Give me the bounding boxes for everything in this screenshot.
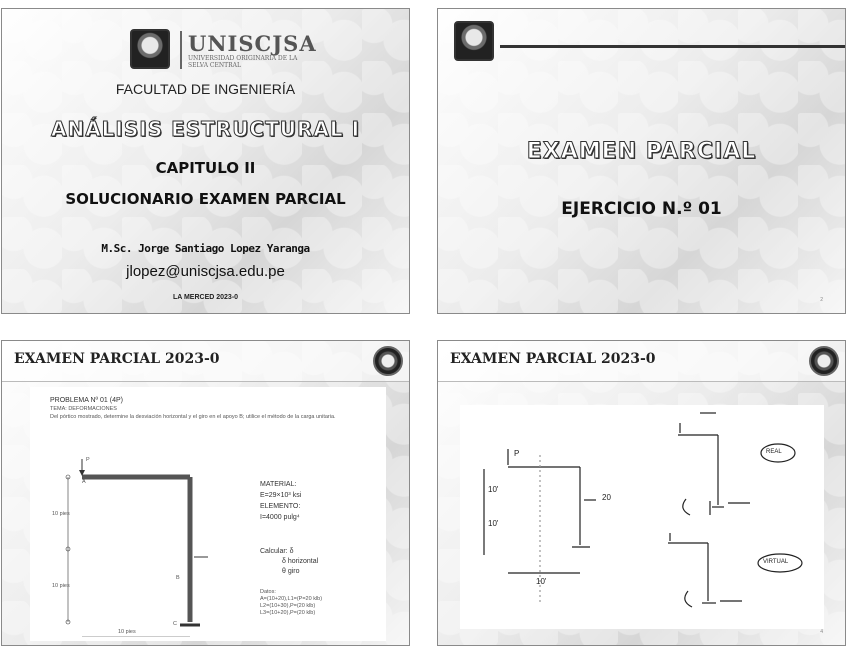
date-label: LA MERCED 2023-0: [172, 294, 239, 301]
header-title: EXAMEN PARCIAL 2023-0: [14, 351, 220, 367]
handwritten-sketch: [460, 405, 824, 629]
page-number: 2: [820, 297, 823, 303]
data-item-3: L3=(10+20),P=(20 klb): [260, 610, 316, 616]
node-c-label: C: [173, 621, 177, 627]
handwritten-sheet: [460, 405, 824, 629]
university-subtitle: UNIVERSIDAD ORIGINARIA DE LA SELVA CENTRAL: [188, 55, 298, 69]
header-rule: [500, 45, 846, 48]
slide-exam[interactable]: [437, 8, 846, 314]
calc-item-1: δ horizontal: [282, 558, 319, 565]
problem-title: PROBLEMA Nº 01 (4P): [50, 397, 123, 404]
slide-header: [2, 341, 409, 382]
materials-label: MATERIAL:: [260, 481, 297, 488]
inertia-value: I=4000 pulg⁴: [260, 514, 300, 521]
data-label: Datos:: [260, 589, 276, 595]
faculty-name: FACULTAD DE INGENIERÍA: [115, 81, 296, 97]
problem-topic: TEMA: DEFORMACIONES: [50, 406, 117, 412]
side-load-label: 20: [602, 493, 611, 502]
frame-diagram: [30, 457, 260, 637]
dimension-2: 10 pies: [52, 583, 70, 589]
author-name: M.Sc. Jorge Santiago Lopez Yaranga: [101, 242, 310, 255]
university-seal-icon: [809, 346, 839, 376]
university-seal-icon: [373, 346, 403, 376]
university-crest-icon: [454, 21, 494, 61]
chapter-title: CAPITULO II: [155, 159, 256, 177]
divider: [180, 31, 182, 69]
width-label: 10': [536, 577, 547, 586]
modulus-value: E=29×10³ ksi: [260, 492, 302, 499]
real-label: REAL: [766, 449, 782, 455]
data-item-2: L2=(10+30),P=(20 klb): [260, 603, 316, 609]
page-number: 4: [820, 629, 823, 635]
materials-block: [260, 479, 301, 523]
virtual-label: VIRTUAL: [763, 559, 789, 565]
header-title: EXAMEN PARCIAL 2023-0: [450, 351, 656, 367]
dimension-1: 10 pies: [52, 511, 70, 517]
load-label: P: [514, 449, 520, 458]
dimension-3: 10 pies: [118, 629, 136, 635]
height-1-label: 10': [488, 485, 499, 494]
problem-sheet: [30, 387, 386, 641]
slide-problem[interactable]: [1, 340, 410, 646]
problem-statement: Del pórtico mostrado, determine la desviación horizontal y el giro en el apoyo B; utilice el método de la carga unitaria.: [50, 414, 336, 420]
load-label: P: [86, 457, 90, 463]
calc-item-2: θ giro: [282, 568, 300, 575]
slide-title[interactable]: [1, 8, 410, 314]
exam-title: EXAMEN PARCIAL: [526, 139, 757, 164]
exercise-title: EJERCICIO N.º 01: [561, 199, 722, 219]
course-title: ANÁLISIS ESTRUCTURAL I: [50, 117, 361, 141]
university-name: UNISCJSA: [188, 31, 317, 56]
data-item-1: A=(10+20),L1=(P=20 klb): [260, 596, 323, 602]
author-email: jlopez@uniscjsa.edu.pe: [126, 263, 285, 280]
subtitle: SOLUCIONARIO EXAMEN PARCIAL: [65, 190, 346, 208]
node-a-label: A: [82, 479, 86, 485]
slide-solution[interactable]: [437, 340, 846, 646]
slide-header: [438, 341, 845, 382]
data-block: [260, 589, 322, 617]
calc-label: Calcular: δ: [260, 548, 294, 555]
node-b-label: B: [176, 575, 180, 581]
height-2-label: 10': [488, 519, 499, 528]
university-crest-icon: [130, 29, 170, 69]
element-label: ELEMENTO:: [260, 503, 301, 510]
calc-block: [260, 547, 318, 577]
